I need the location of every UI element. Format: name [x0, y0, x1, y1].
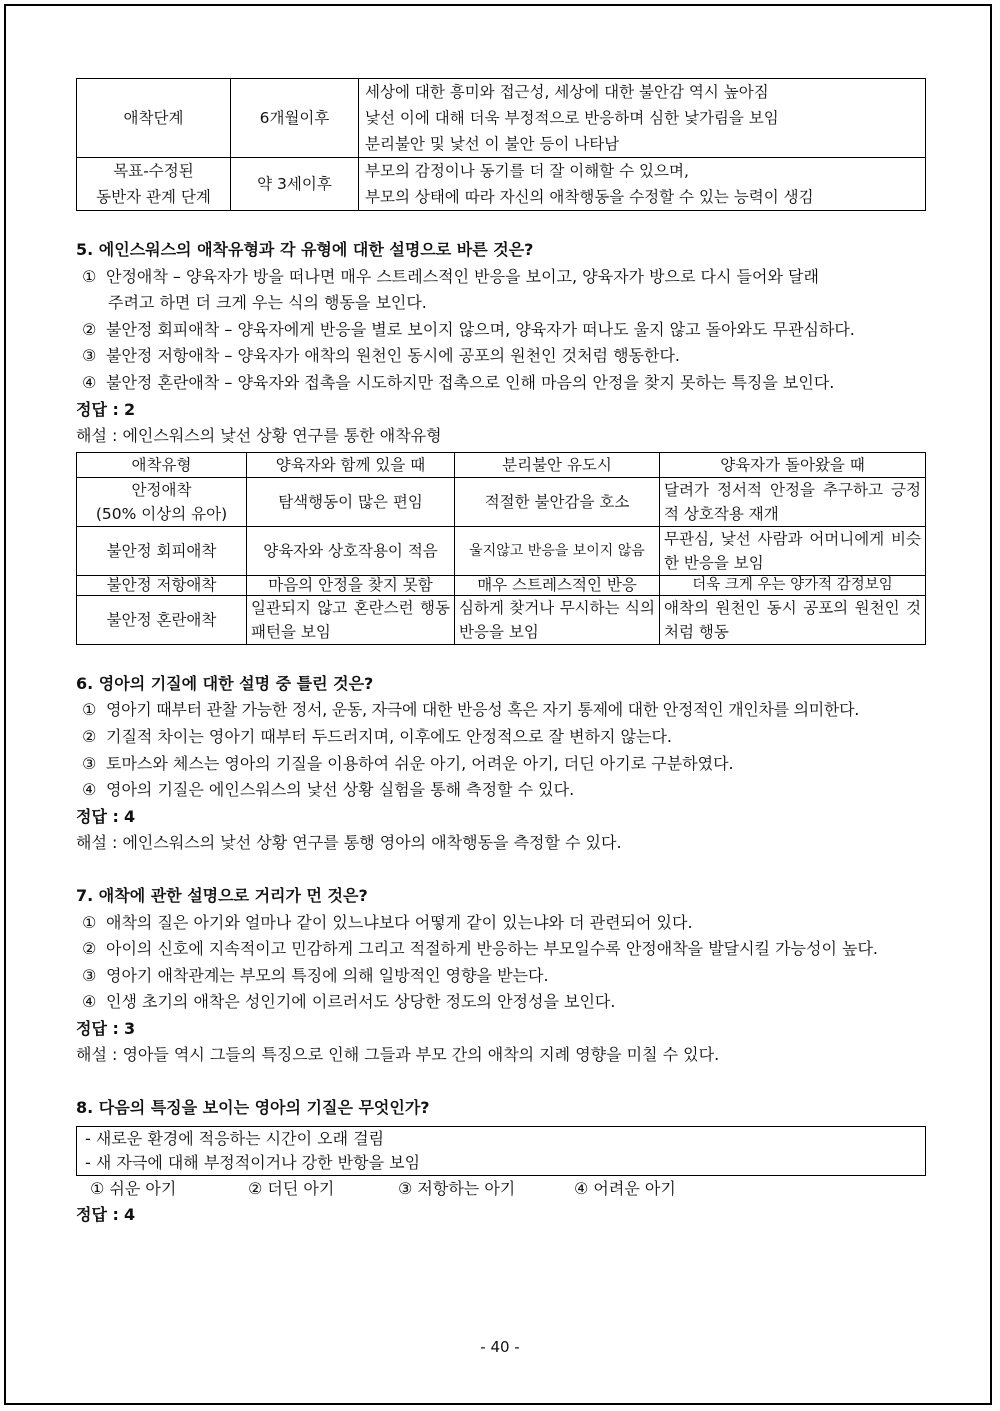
option-number: ② — [82, 726, 97, 746]
desc-line: 세상에 대한 흥미와 접근성, 세상에 대한 불안감 역시 높아짐 — [365, 83, 769, 101]
table-row — [77, 595, 926, 644]
column-header: 애착유형 — [77, 452, 247, 477]
column-header: 분리불안 유도시 — [455, 452, 660, 477]
page-content — [76, 78, 926, 1228]
explanation: 해설 : 영아들 역시 그들의 특징으로 인해 그들과 부모 간의 애착의 지례 영향을 미칠 수 있다. — [76, 1045, 720, 1065]
type-line: 안정애착 — [131, 480, 192, 499]
cell: 더욱 크게 우는 양가적 감정보임 — [660, 575, 926, 595]
option-text: 불안정 회피애착 – 양육자에게 반응을 별로 보이지 않으며, 양육자가 떠나도 울지 않고 돌아와도 무관심하다. — [106, 319, 855, 339]
choice-2: ② 더딘 아기 — [248, 1178, 335, 1198]
spacer — [76, 211, 926, 237]
cell: 양육자와 상호작용이 적음 — [247, 526, 455, 575]
table-row — [77, 477, 926, 526]
table-row — [77, 575, 926, 595]
option-2 — [76, 317, 926, 344]
option-number: ① — [82, 266, 97, 286]
attachment-stage-table — [76, 78, 926, 211]
answer-value: 2 — [123, 399, 136, 419]
option-number: ③ — [82, 965, 97, 985]
cell: 심하게 찾거나 무시하는 식의 반응을 보임 — [455, 595, 660, 644]
answer-line — [76, 1016, 926, 1043]
feature-line: - 새 자극에 대해 부정적이거나 강한 반항을 보임 — [85, 1152, 421, 1172]
answer-line — [76, 397, 926, 424]
answer-label: 정답 : — [76, 399, 119, 419]
cell: 마음의 안정을 찾지 못함 — [247, 575, 455, 595]
cell: 적절한 불안감을 호소 — [455, 477, 660, 526]
option-text: 영아기 애착관계는 부모의 특징에 의해 일방적인 영향을 받는다. — [106, 965, 549, 985]
option-text: 아이의 신호에 지속적이고 민감하게 그리고 적절하게 반응하는 부모일수록 안정애착을 발달시킬 가능성이 높다. — [106, 939, 879, 959]
attachment-type-table — [76, 452, 926, 645]
option-2 — [76, 724, 926, 751]
option-text: 불안정 저항애착 – 양육자가 애착의 원천인 동시에 공포의 원천인 것처럼 행동한다. — [106, 346, 680, 366]
desc-cell — [359, 158, 926, 211]
option-number: ③ — [82, 346, 97, 366]
option-text: 인생 초기의 애착은 성인기에 이르러서도 상당한 정도의 안정성을 보인다. — [106, 992, 616, 1012]
option-text: 영아기 때부터 관찰 가능한 정서, 운동, 자극에 대한 반응성 혹은 자기 통제에 대한 안정적인 개인차를 의미한다. — [106, 700, 860, 720]
option-3 — [76, 963, 926, 990]
feature-line: - 새로운 환경에 적응하는 시간이 오래 걸림 — [85, 1128, 385, 1148]
desc-cell — [359, 79, 926, 158]
question-8 — [76, 1095, 926, 1228]
desc-line: 분리불안 및 낯선 이 불안 등이 나타남 — [365, 135, 620, 153]
option-3 — [76, 343, 926, 370]
page-number: - 40 - — [480, 1338, 520, 1356]
stage-line: 목표-수정된 — [113, 162, 194, 180]
type-cell: 불안정 혼란애착 — [77, 595, 247, 644]
answer-line — [76, 804, 926, 831]
desc-line: 낯선 이에 대해 더욱 부정적으로 반응하며 심한 낯가림을 보임 — [365, 109, 779, 127]
column-header: 양육자가 돌아왔을 때 — [660, 452, 926, 477]
option-number: ④ — [82, 992, 97, 1012]
cell: 울지않고 반응을 보이지 않음 — [455, 526, 660, 575]
option-1 — [76, 697, 926, 724]
choice-list — [76, 1176, 926, 1202]
type-cell: 불안정 회피애착 — [77, 526, 247, 575]
option-text: 영아의 기질은 에인스워스의 낯선 상황 실험을 통해 측정할 수 있다. — [106, 780, 575, 800]
spacer — [76, 1069, 926, 1095]
spacer — [76, 857, 926, 883]
option-4 — [76, 370, 926, 397]
option-number: ② — [82, 939, 97, 959]
cell: 달려가 정서적 안정을 추구하고 긍정적 상호작용 재개 — [660, 477, 926, 526]
option-number: ③ — [82, 753, 97, 773]
option-text: 애착의 질은 아기와 얼마나 같이 있느냐보다 어떻게 같이 있는냐와 더 관련되어 있다. — [106, 912, 693, 932]
option-text: 안정애착 – 양육자가 방을 떠나면 매우 스트레스적인 반응을 보이고, 양육자가 방으로 다시 들어와 달래 — [106, 266, 819, 286]
question-title: 8. 다음의 특징을 보이는 영아의 기질은 무엇인가? — [76, 1098, 430, 1118]
cell: 탐색행동이 많은 편임 — [247, 477, 455, 526]
option-number: ④ — [82, 780, 97, 800]
table-row — [77, 158, 926, 211]
choice-1: ① 쉬운 아기 — [90, 1178, 177, 1198]
answer-value: 4 — [123, 806, 136, 826]
option-1 — [76, 910, 926, 937]
cell: 애착의 원천인 동시 공포의 원천인 것처럼 행동 — [660, 595, 926, 644]
stage-cell — [77, 158, 231, 211]
choice-4: ④ 어려운 아기 — [574, 1178, 676, 1198]
explanation: 해설 : 에인스워스의 낯선 상황 연구를 통행 영아의 애착행동을 측정할 수 있다. — [76, 833, 622, 853]
option-text: 토마스와 체스는 영아의 기질을 이용하여 쉬운 아기, 어려운 아기, 더딘 아기로 구분하였다. — [106, 753, 734, 773]
option-4 — [76, 777, 926, 804]
option-number: ① — [82, 912, 97, 932]
age-cell: 약 3세이후 — [231, 158, 359, 211]
age-cell: 6개월이후 — [231, 79, 359, 158]
desc-line: 부모의 상태에 따라 자신의 애착행동을 수정할 수 있는 능력이 생김 — [365, 188, 814, 206]
question-5 — [76, 237, 926, 450]
option-2 — [76, 936, 926, 963]
question-title: 7. 애착에 관한 설명으로 거리가 먼 것은? — [76, 885, 368, 905]
feature-box — [76, 1126, 926, 1176]
option-4 — [76, 989, 926, 1016]
answer-label: 정답 : — [76, 806, 119, 826]
option-text: 불안정 혼란애착 – 양육자와 접촉을 시도하지만 접촉으로 인해 마음의 안정을 찾지 못하는 특징을 보인다. — [106, 372, 835, 392]
question-title: 5. 에인스워스의 애착유형과 각 유형에 대한 설명으로 바른 것은? — [76, 240, 534, 259]
question-7 — [76, 883, 926, 1069]
option-text: 기질적 차이는 영아기 때부터 두드러지며, 이후에도 안정적으로 잘 변하지 않는다. — [106, 726, 672, 746]
answer-value: 4 — [123, 1204, 136, 1224]
choice-3: ③ 저항하는 아기 — [398, 1178, 516, 1198]
table-row — [77, 79, 926, 158]
cell: 무관심, 낯선 사람과 어머니에게 비슷한 반응을 보임 — [660, 526, 926, 575]
question-title: 6. 영아의 기질에 대한 설명 중 틀린 것은? — [76, 673, 374, 693]
type-cell: 불안정 저항애착 — [77, 575, 247, 595]
option-3 — [76, 751, 926, 778]
cell: 일관되지 않고 혼란스런 행동 패턴을 보임 — [247, 595, 455, 644]
explanation: 해설 : 에인스워스의 낯선 상황 연구를 통한 애착유형 — [76, 426, 442, 446]
table-row — [77, 526, 926, 575]
type-line: (50% 이상의 유아) — [95, 504, 228, 523]
column-header: 양육자와 함께 있을 때 — [247, 452, 455, 477]
answer-label: 정답 : — [76, 1204, 119, 1224]
answer-label: 정답 : — [76, 1018, 119, 1038]
spacer — [76, 645, 926, 671]
answer-line — [76, 1202, 926, 1229]
table-header-row — [77, 452, 926, 477]
option-1 — [76, 264, 926, 291]
stage-line: 동반자 관계 단계 — [96, 188, 211, 206]
option-number: ① — [82, 700, 97, 720]
desc-line: 부모의 감정이나 동기를 더 잘 이해할 수 있으며, — [365, 162, 689, 180]
stage-cell: 애착단계 — [77, 79, 231, 158]
cell: 매우 스트레스적인 반응 — [455, 575, 660, 595]
answer-value: 3 — [123, 1018, 136, 1038]
option-1-continued: 주려고 하면 더 크게 우는 식의 행동을 보인다. — [108, 293, 427, 313]
question-6 — [76, 671, 926, 857]
type-cell — [77, 477, 247, 526]
option-number: ④ — [82, 372, 97, 392]
option-number: ② — [82, 319, 97, 339]
